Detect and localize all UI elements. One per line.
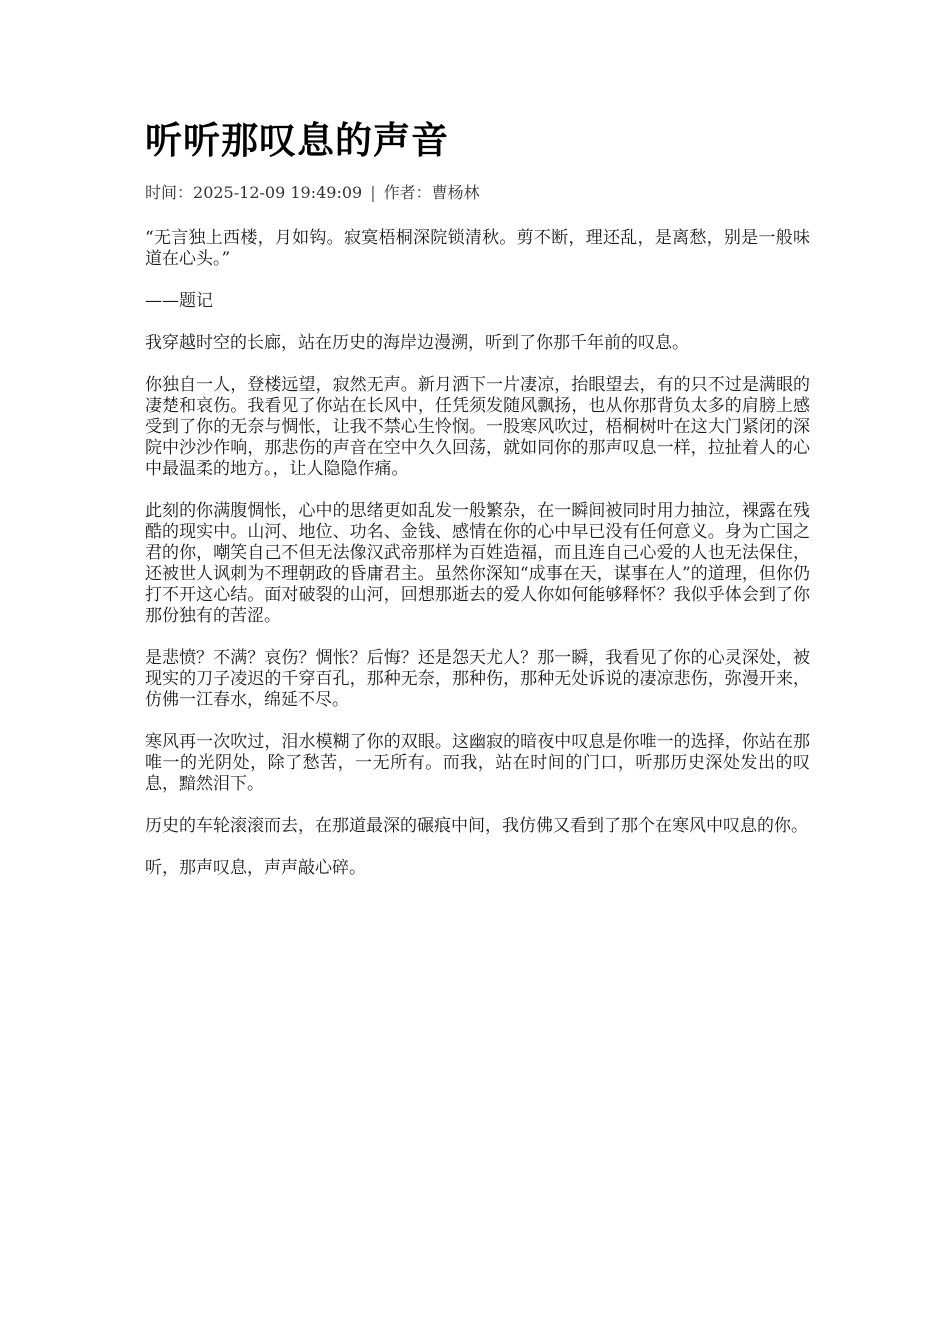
author-value: 曹杨林: [431, 183, 480, 202]
article-meta: [145, 182, 810, 204]
epigraph-quote: “无言独上西楼，月如钩。寂寞梧桐深院锁清秋。剪不断，理还乱，是离愁，别是一般味道在心头。”: [145, 228, 810, 269]
time-label: 时间：: [145, 183, 194, 202]
paragraph: 历史的车轮滚滚而去，在那道最深的碾痕中间，我仿佛又看到了那个在寒风中叹息的你。: [145, 816, 808, 836]
closing-paragraph: 听，那声叹息，声声敲心碎。: [145, 858, 366, 878]
author-label: 作者：: [383, 183, 432, 202]
paragraph: 是悲愤？不满？哀伤？惆怅？后悔？还是怨天尤人？那一瞬，我看见了你的心灵深处，被现实的刀子凌迟的千穿百孔，那种无奈，那种伤，那种无处诉说的凄凉悲伤，弥漫开来，仿佛一江春水，绵延不尽。: [145, 648, 810, 710]
article-title: 听听那叹息的声音: [145, 118, 449, 162]
article-body: [145, 228, 810, 879]
article: [145, 112, 810, 900]
paragraph: 此刻的你满腹惆怅，心中的思绪更如乱发一般繁杂，在一瞬间被同时用力抽泣，裸露在残酷的现实中。山河、地位、功名、金钱、感情在你的心中早已没有任何意义。身为亡国之君的你，嘲笑自己不但无法像汉武帝那样为百姓造福，而且连自己心爱的人也无法保住，还被世人讽刺为不理朝政的昏庸君主。虽然你深知“成事在天，谋事在人”的道理，但你仍打不开这心结。面对破裂的山河，回想那逝去的爱人你如何能够释怀？我似乎体会到了你那份独有的苦涩。: [145, 501, 810, 626]
time-value: 2025-12-09 19:49:09: [193, 183, 363, 202]
epigraph-attribution: ——题记: [145, 291, 213, 311]
paragraph: 我穿越时空的长廊，站在历史的海岸边漫溯，听到了你那千年前的叹息。: [145, 333, 689, 353]
paragraph: 寒风再一次吹过，泪水模糊了你的双眼。这幽寂的暗夜中叹息是你唯一的选择，你站在那唯一的光阴处，除了愁苦，一无所有。而我，站在时间的门口，听那历史深处发出的叹息，黯然泪下。: [145, 732, 810, 794]
meta-separator: |: [370, 183, 376, 202]
paragraph: 你独自一人，登楼远望，寂然无声。新月洒下一片凄凉，抬眼望去，有的只不过是满眼的凄楚和哀伤。我看见了你站在长风中，任凭须发随风飘扬，也从你那背负太多的肩膀上感受到了你的无奈与惆怅，让我不禁心生怜悯。一股寒风吹过，梧桐树叶在这大门紧闭的深院中沙沙作响，那悲伤的声音在空中久久回荡，就如同你的那声叹息一样，拉扯着人的心中最温柔的地方。，让人隐隐作痛。: [145, 375, 810, 479]
